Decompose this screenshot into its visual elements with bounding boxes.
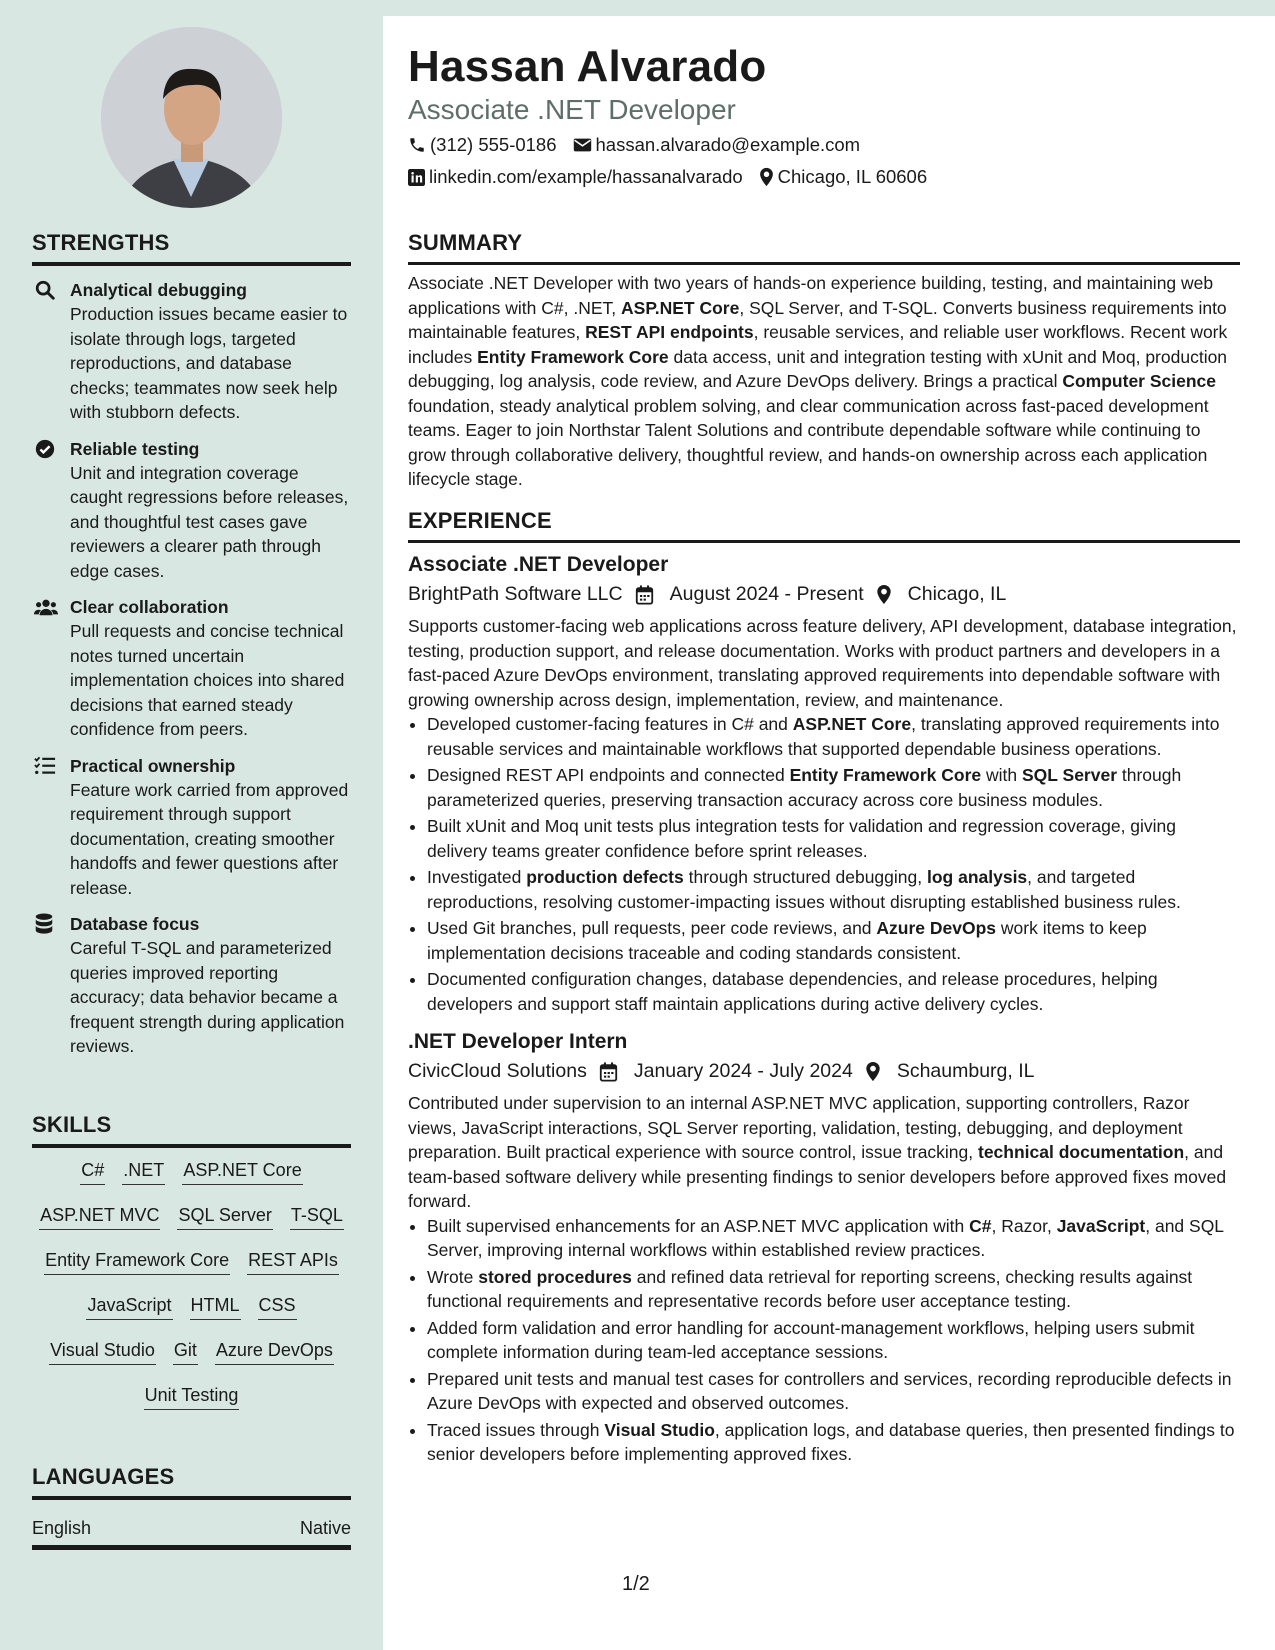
list-item [427,1214,1240,1263]
map-pin-icon [865,1061,889,1082]
bold-text-segment: ASP.NET Core [621,297,740,318]
location-text: Chicago, IL [907,583,1007,605]
job-dates [599,1060,853,1083]
languages-title: LANGUAGES [32,1464,351,1500]
job-location [876,583,1007,606]
skill-tag: T-SQL [290,1203,344,1230]
job-description [408,1091,1240,1214]
list-item [427,763,1240,812]
bold-text-segment: Azure DevOps [876,918,997,938]
strengths-section [32,230,351,1059]
strength-description: Careful T-SQL and parameterized queries improved reporting accuracy; data behavior became a frequent strength during application reviews. [70,938,345,1056]
candidate-role: Associate .NET Developer [408,94,736,125]
summary-section [408,230,1240,492]
phone-item [408,134,557,156]
text-segment: , translating approved requirements into reusable services and maintainable workflows that supported dependable business operations. [427,714,1220,759]
dates-text: August 2024 - Present [669,583,864,605]
skill-tag: ASP.NET MVC [39,1203,160,1230]
skill-row [32,1203,351,1248]
skill-tag: HTML [190,1293,241,1320]
strength-title: Practical ownership [70,755,236,776]
phone-text: (312) 555-0186 [430,134,557,155]
strength-title: Database focus [70,914,200,934]
skill-tag: Entity Framework Core [44,1248,230,1275]
strength-description: Feature work carried from approved requirement through support documentation, creating smoother handoffs and fewer questions after release. [70,779,349,898]
strength-title: Clear collaboration [70,597,229,617]
job-entry [408,553,1240,1016]
text-segment: through structured debugging, [683,867,927,887]
text-segment: , reusable services, and reliable user workflows. Recent work includes [408,322,1228,367]
text-segment: foundation, steady analytical problem solving, and clear communication across fast-paced development teams. Eager to join Northstar Talent Solutions and contribute dependable software while continuing to grow through collaborative delivery, thoughtful review, and hands-on ownership across each application lifecycle stage. [408,395,1209,489]
location-text: Schaumburg, IL [896,1060,1035,1082]
job-meta [408,583,1240,606]
skill-tag: Visual Studio [49,1338,156,1365]
skill-row [32,1248,351,1293]
bold-text-segment: technical documentation [978,1142,1185,1162]
text-segment: and refined data retrieval for reporting screens, checking results against functional requirements and representative records before user acceptance testing. [427,1266,1193,1311]
job-title: Associate .NET Developer [408,553,669,576]
linkedin-item[interactable] [408,166,743,188]
strength-item [32,912,351,1059]
summary-text [408,271,1240,492]
skill-tag: Git [173,1338,198,1365]
email-item[interactable] [573,134,861,156]
dates-text: January 2024 - July 2024 [633,1060,853,1082]
strength-item [32,754,351,901]
skill-tag: C# [80,1158,105,1185]
bold-text-segment: JavaScript [1056,1215,1146,1236]
text-segment: Developed customer-facing features in C# and [427,714,793,734]
location-item [759,166,927,188]
text-segment: Added form validation and error handling for account-management workflows, helping users submit complete information during team-led acceptance sessions. [427,1317,1195,1362]
skill-tag: CSS [258,1293,297,1320]
contact-row-2 [408,166,943,188]
language-level: Native [299,1518,351,1538]
text-segment: , and team-based software delivery while presenting findings to senior developers before approved fixes moved forward. [408,1142,1227,1211]
strength-description: Production issues became easier to isolate through logs, targeted reproductions, and database checks; teammates now seek help with stubborn defects. [70,304,348,422]
candidate-name: Hassan Alvarado [408,42,767,91]
text-segment: , Razor, [991,1215,1057,1236]
text-segment: , and targeted reproductions, resolving customer-impacting issues without disrupting established business rules. [427,867,1181,912]
company-text: BrightPath Software LLC [408,583,623,605]
text-segment: Investigated [427,867,527,887]
skill-row [32,1383,351,1428]
text-segment: , application logs, and database queries, then presented findings to senior developers before implementing approved fixes. [427,1419,1235,1464]
list-item [427,967,1240,1016]
text-segment: through parameterized queries, preserving transaction accuracy across core business modules. [427,765,1182,810]
text-segment: Used Git branches, pull requests, peer code reviews, and [427,918,877,938]
calendar-icon [635,585,662,605]
linkedin-icon [408,169,425,186]
skill-tag: ASP.NET Core [182,1158,302,1185]
list-item [427,1367,1240,1416]
text-segment: Built xUnit and Moq unit tests plus integration tests for validation and regression coverage, giving delivery teams greater confidence before sprint releases. [427,816,1177,861]
strength-description: Pull requests and concise technical notes turned uncertain implementation choices into shared decisions that earned steady confidence from peers. [70,621,345,739]
calendar-icon [599,1062,626,1082]
job-bullets [408,712,1240,1016]
skill-tag: Unit Testing [144,1383,240,1410]
text-segment: Wrote [427,1266,479,1287]
text-segment: Prepared unit tests and manual test cases for controllers and services, recording reproducible defects in Azure DevOps with expected and observed outcomes. [427,1368,1232,1413]
skill-tag: REST APIs [247,1248,339,1275]
job-bullets [408,1214,1240,1467]
language-name: English [32,1518,92,1538]
job-location [865,1060,1035,1083]
list-item [427,1316,1240,1365]
job-dates [635,583,864,606]
text-segment: Associate .NET Developer with two years of hands-on experience building, testing, and maintaining web applications with C#, .NET, [408,273,1214,318]
strengths-title: STRENGTHS [32,230,351,266]
skill-tag: SQL Server [177,1203,272,1230]
job-entry [408,1030,1240,1467]
linkedin-text[interactable]: linkedin.com/example/hassanalvarado [429,166,743,187]
list-check-icon [34,755,56,777]
email-text[interactable]: hassan.alvarado@example.com [595,134,861,155]
list-item [427,814,1240,863]
top-band [0,0,1275,16]
skill-tag: JavaScript [86,1293,172,1320]
job-description [408,614,1240,712]
list-item [427,1418,1240,1467]
skills-section [32,1112,351,1428]
text-segment: with [981,765,1022,785]
phone-icon [408,136,426,154]
text-segment: , and SQL Server, improving internal workflows within established review practices. [427,1215,1224,1260]
skill-row [32,1293,351,1338]
envelope-icon [573,137,592,153]
text-segment: Traced issues through [427,1419,605,1440]
skill-row [32,1158,351,1203]
bold-text-segment: SQL Server [1022,765,1118,785]
text-segment: data access, unit and integration testing with xUnit and Moq, production debugging, log analysis, code review, and Azure DevOps delivery. Brings a practical [408,346,1228,391]
job-meta [408,1060,1240,1083]
bold-text-segment: production defects [526,867,684,887]
users-icon [34,596,56,618]
text-segment: Supports customer-facing web applications across feature delivery, API development, database integration, testing, production support, and release documentation. Works with product partners and developers in a fast-paced Azure DevOps environment, translating approved requirements into dependable software with growing ownership across design, implementation, review, and maintenance. [408,616,1237,710]
strength-title: Analytical debugging [70,280,247,300]
company-text: CivicCloud Solutions [408,1060,587,1082]
bold-text-segment: stored procedures [478,1266,632,1287]
bold-text-segment: REST API endpoints [585,322,754,342]
search-icon [34,279,56,301]
skill-tag: Azure DevOps [215,1338,334,1365]
strength-item [32,437,351,584]
page-number: 1/2 [622,1573,650,1595]
location-text: Chicago, IL 60606 [777,166,928,187]
company-name [408,583,623,606]
strength-description: Unit and integration coverage caught regressions before releases, and thoughtful test cases gave reviewers a clearer path through edge cases. [70,462,349,581]
list-item [427,1265,1240,1314]
text-segment: Designed REST API endpoints and connected [427,765,790,785]
check-circle-icon [34,438,56,460]
bold-text-segment: C# [969,1215,992,1236]
map-pin-icon [876,584,900,605]
bold-text-segment: ASP.NET Core [792,714,912,734]
strength-item [32,595,351,742]
language-row [32,1518,351,1550]
summary-title: SUMMARY [408,230,1240,265]
list-item [427,916,1240,965]
skill-row [32,1338,351,1383]
text-segment: Documented configuration changes, database dependencies, and release procedures, helping developers and support staff maintain applications during active delivery cycles. [427,969,1158,1014]
skills-title: SKILLS [32,1112,351,1148]
company-name [408,1060,587,1083]
strength-item [32,278,351,425]
experience-section [408,508,1240,1469]
text-segment: Contributed under supervision to an internal ASP.NET MVC application, supporting controllers, Razor views, JavaScript interactions, SQL Server reporting, validation, testing, debugging, and deployment preparation. Built practical experience with source control, issue tracking, [408,1093,1190,1162]
map-pin-icon [759,167,774,187]
job-title: .NET Developer Intern [408,1030,628,1053]
skill-tag: .NET [122,1158,165,1185]
list-item [427,712,1240,761]
list-item [427,865,1240,914]
contact-row-1 [408,134,876,156]
text-segment: work items to keep implementation decisions traceable and coding standards consistent. [427,918,1147,963]
languages-section [32,1464,351,1550]
experience-title: EXPERIENCE [408,508,1240,543]
bold-text-segment: Computer Science [1062,371,1216,391]
bold-text-segment: Visual Studio [604,1419,715,1440]
profile-photo [101,27,282,208]
text-segment: , SQL Server, and T-SQL. Converts business requirements into maintainable features, [408,297,1227,342]
strength-title: Reliable testing [70,438,200,459]
database-icon [34,913,56,935]
bold-text-segment: Entity Framework Core [477,346,669,367]
text-segment: Built supervised enhancements for an ASP.NET MVC application with [427,1215,970,1236]
bold-text-segment: log analysis [926,867,1028,887]
bold-text-segment: Entity Framework Core [789,765,982,785]
